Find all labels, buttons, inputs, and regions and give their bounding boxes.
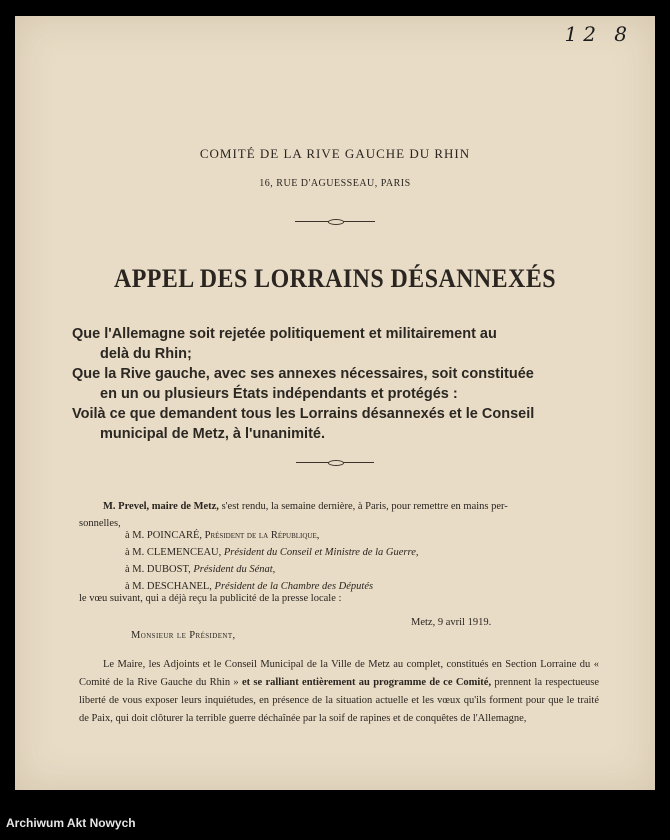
recipient-line <box>125 527 319 544</box>
committee-address: 16, RUE D'AGUESSEAU, PARIS <box>259 178 411 189</box>
letter-salutation: Monsieur le Président, <box>131 630 236 641</box>
recipient-name: à M. DUBOST, <box>125 564 191 575</box>
intro-continuation: sonnelles, <box>79 518 121 529</box>
handwritten-number: 12 8 <box>564 22 633 46</box>
demand-line: municipal de Metz, à l'unanimité. <box>100 426 326 442</box>
archive-label: Archiwum Akt Nowych <box>6 816 136 830</box>
letter-date: Metz, 9 avril 1919. <box>411 617 492 628</box>
demand-line: delà du Rhin; <box>100 346 192 362</box>
ornament-divider <box>295 221 375 222</box>
archive-footer <box>0 812 670 840</box>
recipient-title: Président de la République, <box>204 530 320 541</box>
demand-line: en un ou plusieurs États indépendants et protégés : <box>100 386 458 402</box>
demand-line: Que la Rive gauche, avec ses annexes nécessaires, soit constituée <box>72 366 534 382</box>
recipient-name: à M. POINCARÉ, <box>125 530 203 541</box>
mayor-name: M. Prevel, maire de Metz, <box>103 501 219 512</box>
recipient-title: Président du Sénat, <box>193 564 276 575</box>
recipient-line <box>125 544 418 561</box>
voeu-line: le vœu suivant, qui a déjà reçu la publicité de la presse locale : <box>79 593 342 604</box>
paragraph-bold: et se ralliant entièrement au programme de ce Comité, <box>238 677 492 688</box>
recipient-name: à M. CLEMENCEAU, <box>125 547 222 558</box>
demands-block <box>72 324 592 444</box>
recipient-title: Président du Conseil et Ministre de la Guerre, <box>223 547 419 558</box>
paragraph-text: prennent la respectueuse liberté de vous exposer leurs inquiétudes, en présence de la situation actuelle et les vœux qu'ils forment pour que le traité de Paix, qui doit clôturer la terrible guerre déchaînée par la soif de rapines et de conquêtes de l'Allemagne, <box>79 677 599 724</box>
demand-line: Que l'Allemagne soit rejetée politiquement et militairement au <box>72 326 497 342</box>
document-title: APPEL DES LORRAINS DÉSANNEXÉS <box>113 264 557 293</box>
letter-paragraph <box>79 656 599 728</box>
recipient-line <box>125 561 275 578</box>
intro-text: s'est rendu, la semaine dernière, à Paris, pour remettre en mains per- <box>218 501 508 512</box>
paragraph-text: Le Maire, les Adjoints et le Conseil Municipal de la Ville de Metz au complet, constitués en Section Lorraine du « Comité de la Rive Gauche du Rhin » <box>79 659 599 688</box>
recipient-title: Président de la Chambre des Députés <box>214 581 374 592</box>
committee-heading: COMITÉ DE LA RIVE GAUCHE DU RHIN <box>199 146 471 161</box>
document-page <box>15 16 655 790</box>
recipient-name: à M. DESCHANEL, <box>125 581 212 592</box>
demand-line: Voilà ce que demandent tous les Lorrains désannexés et le Conseil <box>72 406 535 422</box>
ornament-divider <box>296 462 374 463</box>
